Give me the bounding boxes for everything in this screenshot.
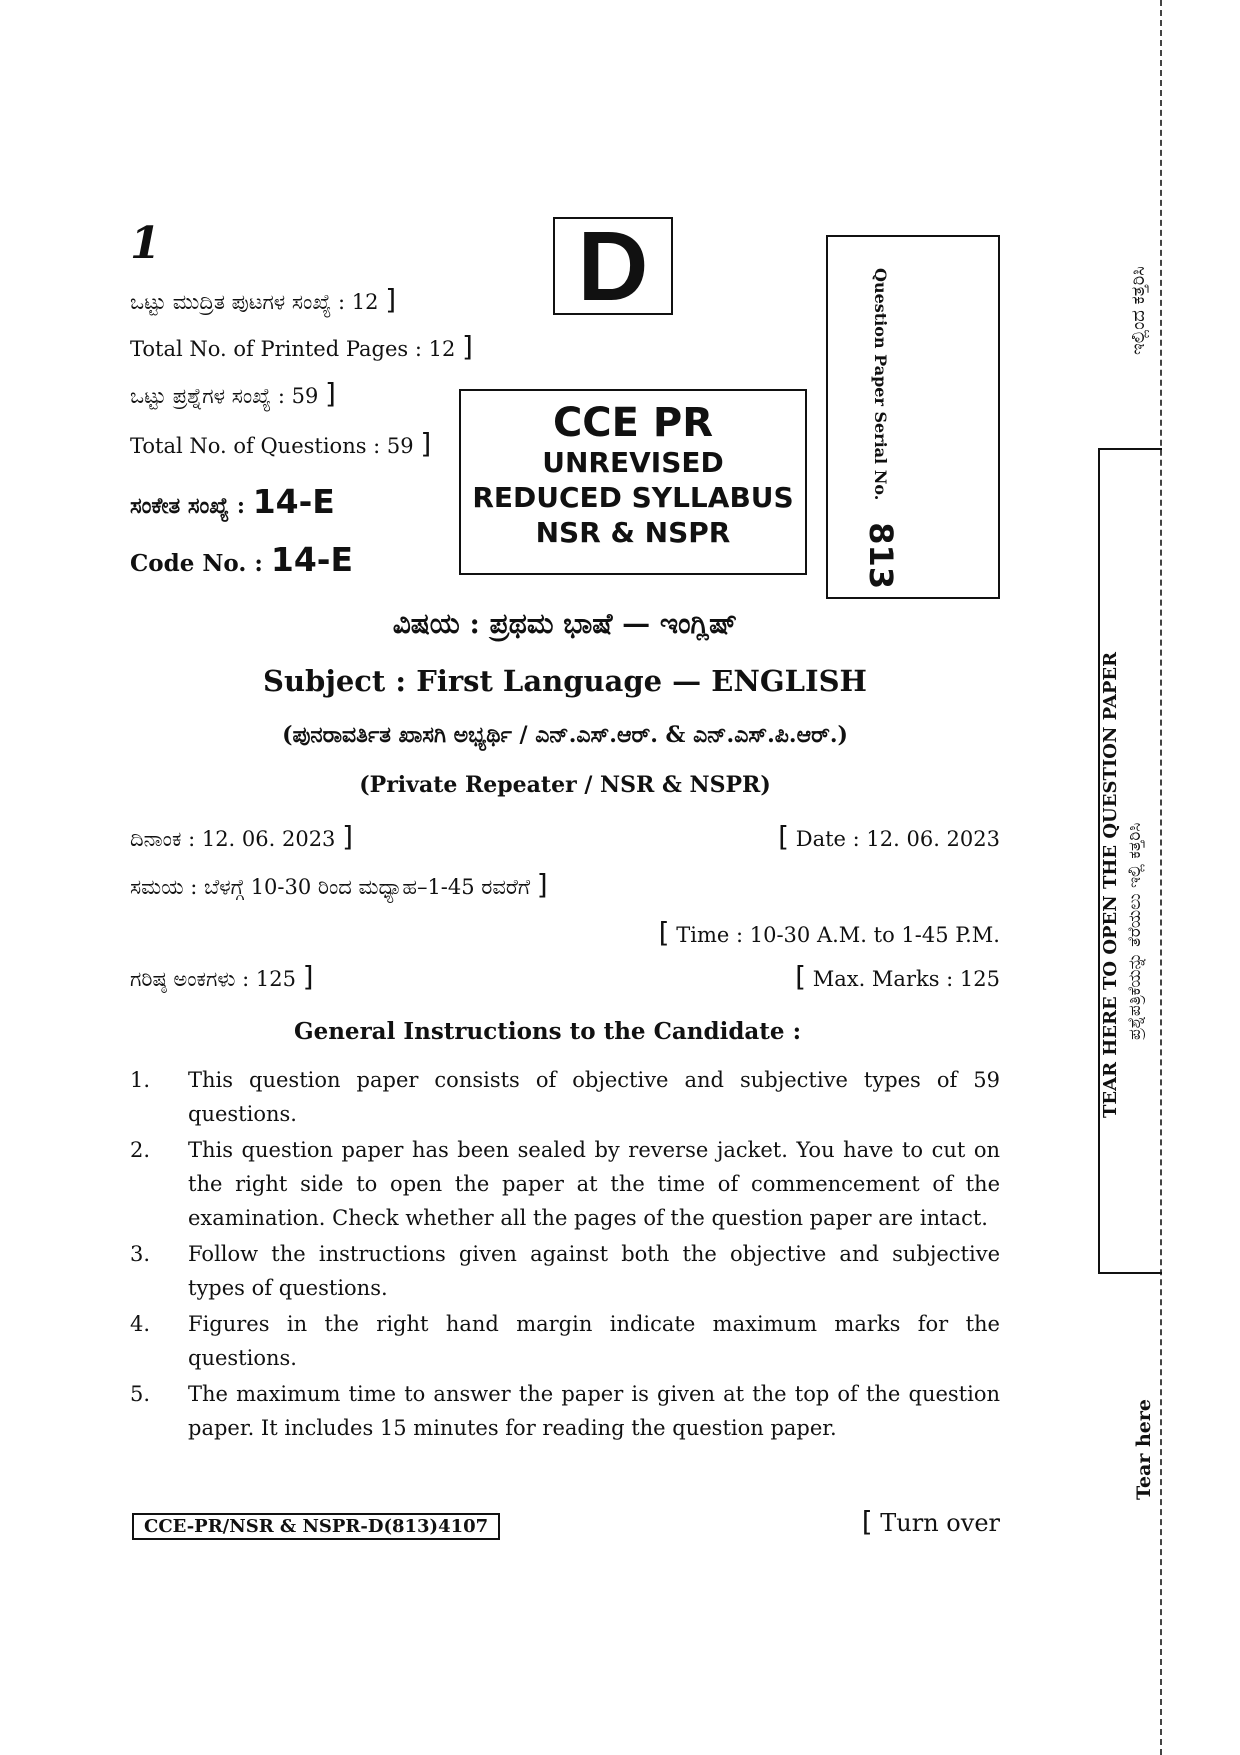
- code-value-en: 14-E: [270, 540, 354, 579]
- instructions-list: [130, 1063, 1000, 1447]
- questions-kn-text: ಒಟ್ಟು ಪ್ರಶ್ನೆಗಳ ಸಂಖ್ಯೆ : 59: [130, 384, 319, 408]
- marks-kn: [130, 960, 314, 993]
- instruction-item: [130, 1237, 1000, 1305]
- time-en: [659, 916, 1000, 949]
- instruction-text: Follow the instructions given against both the objective and subjective types of questions.: [188, 1242, 1000, 1300]
- instruction-number: 3.: [130, 1242, 151, 1266]
- subject-en: Subject : First Language — ENGLISH: [263, 664, 867, 698]
- subject-subtitle-kn-text: ಪುನರಾವರ್ತಿತ ಖಾಸಗಿ ಅಭ್ಯರ್ಥಿ / ಎನ್.ಎಸ್.ಆರ್. & ಎನ್.ಎಸ್.ಪಿ.ಆರ್.: [292, 722, 838, 748]
- cut-here-kn: ಇಲ್ಲಿಂದ ಕತ್ತರಿಸಿ: [1128, 266, 1149, 355]
- code-label-en: Code No. :: [130, 550, 263, 577]
- bracket-icon: ]: [342, 820, 354, 853]
- instruction-item: [130, 1063, 1000, 1131]
- questions-en: [130, 427, 431, 460]
- instruction-text: Figures in the right hand margin indicate maximum marks for the questions.: [188, 1312, 1000, 1370]
- turn-over-text: Turn over: [880, 1509, 1000, 1537]
- bracket-icon: ]: [302, 960, 314, 993]
- turn-over: [862, 1505, 1000, 1538]
- time-en-text: Time : 10-30 A.M. to 1-45 P.M.: [676, 923, 1000, 947]
- marks-en-text: Max. Marks : 125: [812, 967, 1000, 991]
- exam-title-box: [459, 389, 807, 575]
- time-kn-text: ಸಮಯ : ಬೆಳಗ್ಗೆ 10-30 ರಿಂದ ಮಧ್ಯಾಹ–1-45 ರವರೆಗೆ: [130, 875, 531, 899]
- code-number-kn: [130, 482, 335, 521]
- printed-pages-en-text: Total No. of Printed Pages : 12: [130, 337, 456, 361]
- instruction-number: 5.: [130, 1382, 151, 1406]
- instruction-number: 1.: [130, 1068, 151, 1092]
- printed-pages-en: [130, 330, 473, 363]
- exam-line-4: NSR & NSPR: [535, 516, 731, 549]
- bracket-icon: [: [658, 916, 670, 949]
- bracket-icon: ]: [462, 330, 473, 363]
- instruction-number: 4.: [130, 1312, 151, 1336]
- bracket-icon: [: [795, 960, 807, 993]
- bracket-icon: ]: [325, 377, 336, 410]
- marks-en: [795, 960, 1000, 993]
- subject-kn: ವಿಷಯ : ಪ್ರಥಮ ಭಾಷೆ — ಇಂಗ್ಲಿಷ್: [392, 607, 738, 640]
- subject-subtitle-en-text: Private Repeater / NSR & NSPR: [369, 772, 761, 798]
- date-en: [778, 820, 1000, 853]
- marks-kn-text: ಗರಿಷ್ಠ ಅಂಕಗಳು : 125: [130, 967, 296, 991]
- instruction-item: [130, 1133, 1000, 1235]
- code-label-kn: ಸಂಕೇತ ಸಂಖ್ಯೆ :: [130, 493, 246, 519]
- serial-number: 813: [862, 522, 900, 590]
- printed-pages-kn-text: ಒಟ್ಟು ಮುದ್ರಿತ ಪುಟಗಳ ಸಂಖ್ಯೆ : 12: [130, 290, 379, 314]
- exam-line-2: UNREVISED: [542, 446, 724, 479]
- code-value-kn: 14-E: [252, 482, 335, 521]
- tear-here-label: Tear here: [1133, 1399, 1155, 1500]
- instruction-item: [130, 1377, 1000, 1445]
- subject-subtitle-kn: (ಪುನರಾವರ್ತಿತ ಖಾಸಗಿ ಅಭ್ಯರ್ಥಿ / ಎನ್.ಎಸ್.ಆರ್. & ಎನ್.ಎಸ್.ಪಿ.ಆರ್.): [282, 722, 848, 748]
- serial-number-box: [826, 235, 1000, 599]
- subject-subtitle-en: (Private Repeater / NSR & NSPR): [359, 772, 771, 798]
- bracket-icon: ]: [536, 868, 548, 901]
- date-kn-text: ದಿನಾಂಕ : 12. 06. 2023: [130, 827, 336, 851]
- code-number-en: [130, 540, 353, 579]
- exam-title: CCE PR: [552, 400, 714, 446]
- date-en-text: Date : 12. 06. 2023: [795, 827, 1000, 851]
- bracket-icon: ]: [420, 427, 432, 460]
- version-box: D: [553, 217, 673, 315]
- printed-pages-kn: [130, 283, 396, 316]
- time-kn: [130, 868, 548, 901]
- tear-instruction-en: TEAR HERE TO OPEN THE QUESTION PAPER: [1100, 651, 1121, 1118]
- date-kn: [130, 820, 353, 853]
- questions-en-text: Total No. of Questions : 59: [130, 434, 414, 458]
- questions-kn: [130, 377, 336, 410]
- bracket-icon: [: [861, 1505, 873, 1538]
- serial-number-label: [862, 268, 900, 589]
- bracket-icon: ]: [385, 283, 397, 316]
- instruction-text: This question paper consists of objective and subjective types of 59 questions.: [188, 1068, 1000, 1126]
- page-number: 1: [130, 218, 161, 269]
- instruction-text: This question paper has been sealed by reverse jacket. You have to cut on the right side to open the paper at the time of commencement of the examination. Check whether all the pages of the question paper are intact.: [188, 1138, 1000, 1230]
- instruction-number: 2.: [130, 1138, 151, 1162]
- bracket-icon: [: [778, 820, 790, 853]
- paper-code-box: CCE-PR/NSR & NSPR-D(813)4107: [132, 1513, 500, 1540]
- serial-label: Question Paper Serial No.: [871, 268, 891, 501]
- exam-line-3: REDUCED SYLLABUS: [472, 481, 794, 514]
- instructions-heading: General Instructions to the Candidate :: [293, 1018, 802, 1045]
- instruction-text: The maximum time to answer the paper is given at the top of the question paper. It includes 15 minutes for reading the question paper.: [188, 1382, 1000, 1440]
- tear-instruction-kn: ಪ್ರಶ್ನೆಪತ್ರಿಕೆಯನ್ನು ತೆರೆಯಲು ಇಲ್ಲಿ ಕತ್ತರಿಸಿ: [1125, 822, 1145, 1040]
- instruction-item: [130, 1307, 1000, 1375]
